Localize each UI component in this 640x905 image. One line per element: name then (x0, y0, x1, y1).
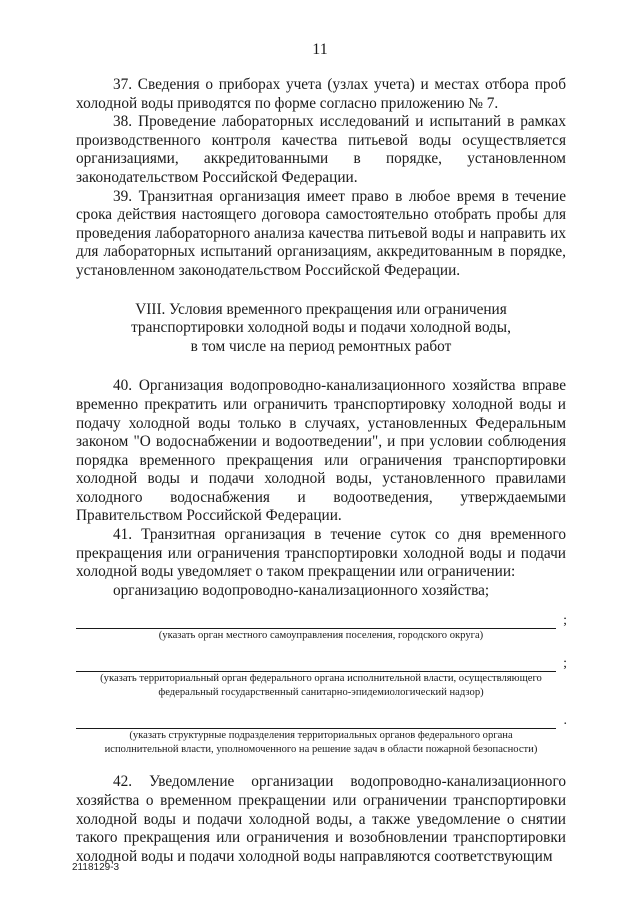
fill-field-caption (76, 729, 566, 757)
fill-field-caption (76, 672, 566, 700)
paragraph-39: 39. Транзитная организация имеет право в любое время в течение срока действия настоящего договора самостоятельно отобрать пробы для проведения лабораторного анализа качества питьевой воды и направить их для лабораторных испытаний организациям, аккредитованным в порядке, установленном законодательством Российской Федерации. (76, 187, 566, 279)
fill-line (76, 710, 567, 729)
paragraph-38: 38. Проведение лабораторных исследований и испытаний в рамках производственного контроля качества питьевой воды осуществляется организациями, аккредитованными в порядке, установленном законодательством Российской Федерации. (76, 113, 566, 186)
paragraph-41: 41. Транзитная организация в течение суток со дня временного прекращения или ограничения транспортировки холодной воды и подачи холодной воды уведомляет о таком прекращении или ограничении: (76, 526, 566, 581)
fill-field-fire-safety-authority (76, 710, 566, 757)
fill-line-terminator: . (563, 712, 567, 728)
section-title-viii (76, 301, 566, 357)
paragraph-37: 37. Сведения о приборах учета (узлах учета) и местах отбора проб холодной воды приводятся по форме согласно приложению № 7. (76, 76, 566, 112)
caption-line: (указать территориальный орган федерального органа исполнительной власти, осуществляющего (100, 673, 542, 685)
section-title-line-3: в том числе на период ремонтных работ (190, 337, 452, 355)
caption-line: (указать структурные подразделения территориальных органов федерального органа (129, 730, 513, 742)
fill-line-terminator: ; (563, 655, 567, 671)
section-title-line-1: VIII. Условия временного прекращения или ограничения (135, 300, 507, 318)
fill-line (76, 653, 567, 672)
fill-line (76, 610, 567, 629)
fill-line-terminator: ; (563, 612, 567, 628)
fill-field-local-authority (76, 610, 566, 643)
paragraph-40: 40. Организация водопроводно-канализационного хозяйства вправе временно прекратить или ограничить транспортировку холодной воды и подачу холодной воды только в случаях, установленных Федеральным законом "О водоснабжении и водоотведении", и при условии соблюдения порядка временного прекращения или ограничения транспортировки холодной воды и подачи холодной воды, установленного правилами холодного водоснабжения и водоотведения, утверждаемыми Правительством Российской Федерации. (76, 377, 566, 525)
paragraph-41-item-1: организацию водопроводно-канализационного хозяйства; (113, 581, 490, 599)
document-body (76, 76, 566, 866)
fill-field-caption (76, 629, 566, 643)
caption-line: федеральный государственный санитарно-эпидемиологический надзор) (158, 687, 484, 699)
paragraph-42: 42. Уведомление организации водопроводно-канализационного хозяйства о временном прекращении или ограничении транспортировки холодной воды и подачи холодной воды, а также уведомление о снятии такого прекращения или ограничения и возобновлении транспортировки холодной воды и подачи холодной воды направляются соответствующим (76, 773, 566, 865)
footer-document-code: 2118129-3 (72, 862, 120, 873)
section-title-line-2: транспортировки холодной воды и подачи холодной воды, (131, 319, 511, 337)
caption-line: (указать орган местного самоуправления поселения, городского округа) (158, 630, 484, 642)
fill-field-sanitary-authority (76, 653, 566, 700)
page-number: 11 (312, 41, 328, 58)
caption-line: исполнительной власти, уполномоченного на решение задач в области пожарной безопасности) (104, 744, 538, 756)
